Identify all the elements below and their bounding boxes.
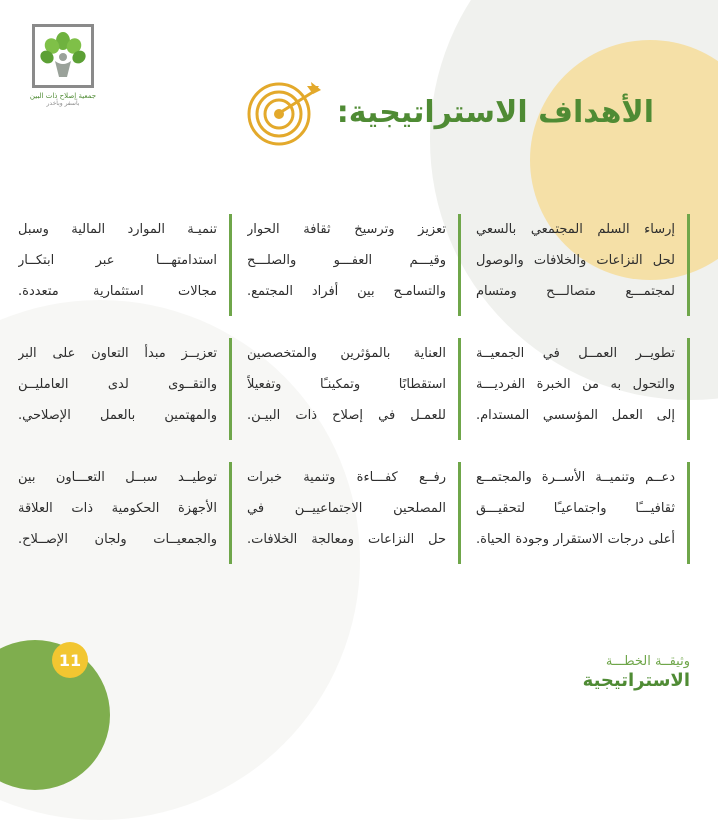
objective-item <box>18 214 232 316</box>
objective-line: والتسامـح بين أفراد المجتمع. <box>247 284 446 299</box>
objective-line: رفــع كفـــاءة وتنمية خبرات <box>247 470 446 485</box>
objectives-grid <box>18 214 690 564</box>
footer-line-2: الاستراتيجية <box>582 670 690 691</box>
objective-line: الأجهزة الحكومية ذات العلاقة <box>18 501 217 516</box>
objective-item <box>18 338 232 440</box>
objective-item <box>247 214 461 316</box>
objective-line: تنميـة الموارد المالية وسبل <box>18 222 217 237</box>
objective-line: للعمـل في إصلاح ذات البيـن. <box>247 408 446 423</box>
objective-line: والتقــوى لدى العامليــن <box>18 377 217 392</box>
objective-item <box>247 338 461 440</box>
objective-line: العناية بالمؤثرين والمتخصصين <box>247 346 446 361</box>
footer-line-1: وثيقــة الخطـــة <box>605 654 690 669</box>
objective-line: إرساء السلم المجتمعي بالسعي <box>476 222 675 237</box>
objective-line: حل النزاعات ومعالجة الخلافات. <box>247 532 446 547</box>
objective-line: أعلى درجات الاستقرار وجودة الحياة. <box>476 532 675 547</box>
header <box>243 72 654 152</box>
objective-line: لمجتمـــع متصالـــح ومتسام <box>476 284 675 299</box>
page-title: الأهداف الاستراتيجية: <box>336 94 654 130</box>
objective-line: تعزيــز مبدأ التعاون على البر <box>18 346 217 361</box>
page-number-badge: 11 <box>52 642 88 678</box>
organization-logo <box>28 24 98 108</box>
objective-item <box>476 214 690 316</box>
objective-line: تعزيز وترسيخ ثقافة الحوار <box>247 222 446 237</box>
objective-line: والتحول به من الخبرة الفرديـــة <box>476 377 675 392</box>
objective-line: إلى العمل المؤسسي المستدام. <box>476 408 675 423</box>
objective-item <box>18 462 232 564</box>
objective-line: مجالات استثمارية متعددة. <box>18 284 217 299</box>
logo-location: بأسفر وبأخدر <box>46 100 80 108</box>
objective-line: والمهتمين بالعمل الإصلاحي. <box>18 408 217 423</box>
target-arrow-icon <box>243 72 323 152</box>
objective-line: توطيــد سبــل التعـــاون بين <box>18 470 217 485</box>
tree-logo-icon <box>32 24 94 88</box>
objective-line: لحل النزاعات والخلافات والوصول <box>476 253 675 268</box>
objective-line: استقطابًا وتمكينـًا وتفعيلاً <box>247 377 446 392</box>
objective-line: وقيـــم العفـــو والصلـــح <box>247 253 446 268</box>
logo-org-name: جمعية إصلاح ذات البين <box>29 92 97 100</box>
objective-line: والجمعيــات ولجان الإصــلاح. <box>18 532 217 547</box>
objective-item <box>476 462 690 564</box>
objective-line: المصلحين الاجتماعييــن في <box>247 501 446 516</box>
objective-line: ثقافيـــًا واجتماعيـًا لتحقيـــق <box>476 501 675 516</box>
footer-document-title <box>583 654 690 692</box>
objective-item <box>247 462 461 564</box>
objective-item <box>476 338 690 440</box>
objective-line: استدامتهـــا عبر ابتكــار <box>18 253 217 268</box>
objective-line: دعــم وتنميــة الأســرة والمجتمــع <box>476 470 675 485</box>
objective-line: تطويــر العمــل في الجمعيــة <box>476 346 675 361</box>
